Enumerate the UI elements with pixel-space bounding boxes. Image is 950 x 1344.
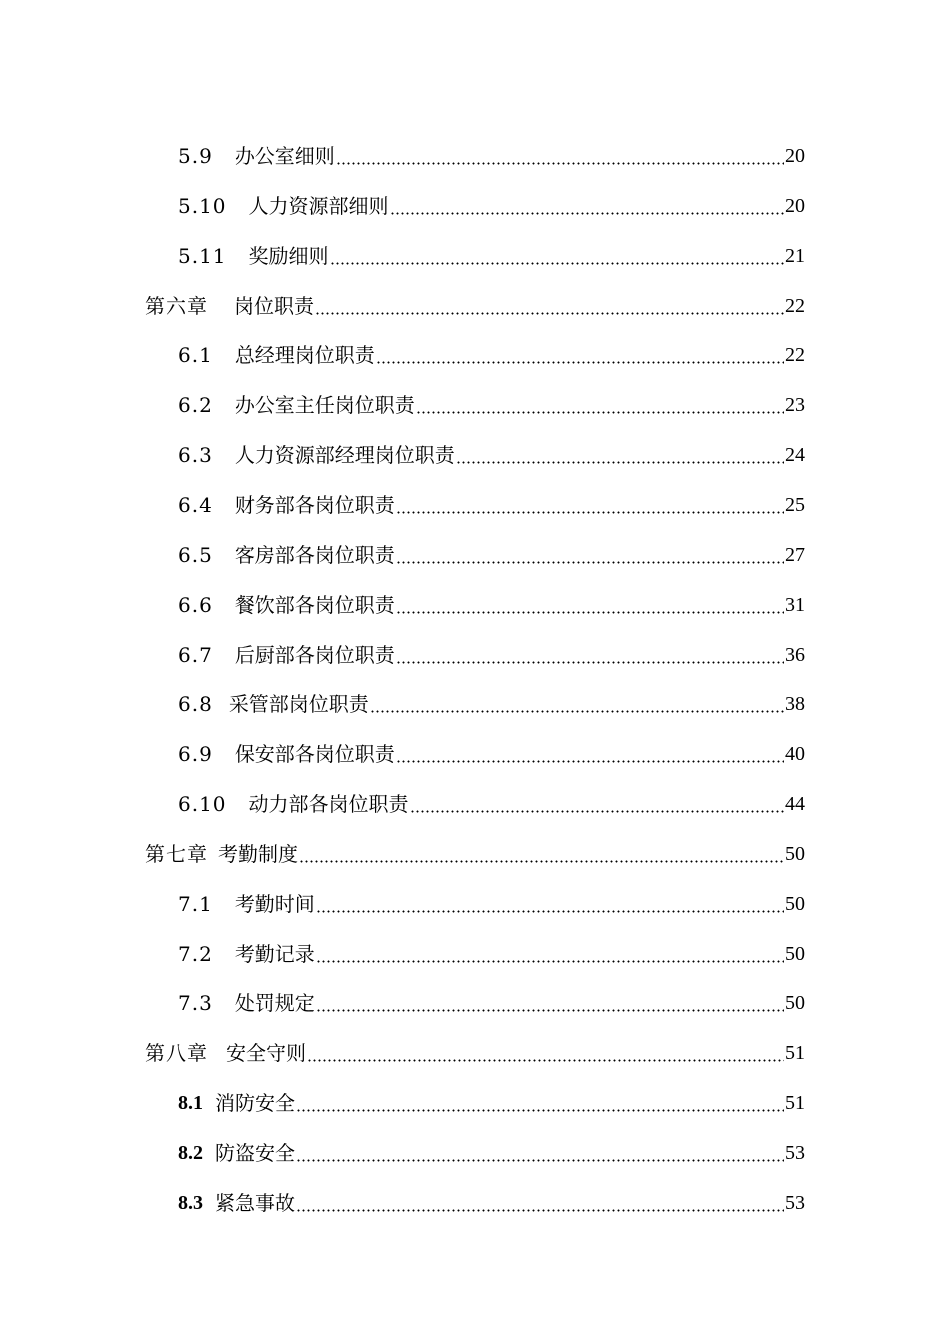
page-number: 27: [785, 543, 805, 566]
toc-section-entry[interactable]: [178, 128, 805, 168]
section-number: 7.3: [178, 991, 213, 1016]
dot-leader: [370, 692, 784, 716]
dot-leader: [396, 593, 784, 617]
toc-section-entry[interactable]: [178, 327, 805, 367]
toc-section-entry[interactable]: [178, 926, 805, 966]
page-number: 53: [785, 1191, 805, 1214]
section-number: 6.3: [178, 443, 213, 468]
dot-leader: [296, 1141, 784, 1165]
entry-title: 紧急事故: [215, 1190, 295, 1215]
section-number: 8.1: [178, 1092, 203, 1115]
dot-leader: [307, 1041, 784, 1065]
page-number: 50: [785, 992, 805, 1015]
page-number: 51: [785, 1042, 805, 1065]
section-number: 6.8: [178, 692, 213, 717]
page-number: 36: [785, 643, 805, 666]
dot-leader: [330, 244, 784, 268]
section-number: 6.4: [178, 492, 213, 517]
toc-section-entry[interactable]: [178, 178, 805, 218]
section-number: 6.9: [178, 742, 213, 767]
page-number: 50: [785, 942, 805, 965]
section-number: 6.6: [178, 592, 213, 617]
page-number: 20: [785, 194, 805, 217]
dot-leader: [396, 643, 784, 667]
section-number: 5.10: [178, 193, 227, 218]
page-number: 50: [785, 842, 805, 865]
page-number: 22: [785, 344, 805, 367]
dot-leader: [315, 294, 784, 318]
toc-chapter-entry[interactable]: [145, 1025, 805, 1065]
entry-title: 财务部各岗位职责: [234, 492, 395, 517]
page-number: 53: [785, 1142, 805, 1164]
section-number: 5.9: [178, 144, 213, 168]
toc-chapter-entry[interactable]: [145, 278, 805, 318]
entry-title: 防盗安全: [215, 1141, 295, 1165]
entry-title: 考勤时间: [234, 891, 315, 916]
entry-title: 总经理岗位职责: [234, 343, 375, 368]
entry-title: 动力部各岗位职责: [248, 792, 409, 817]
entry-title: 采管部岗位职责: [228, 692, 369, 717]
entry-title: 客房部各岗位职责: [234, 542, 395, 567]
page-number: 22: [785, 294, 805, 317]
dot-leader: [376, 343, 784, 367]
section-number: 7.1: [178, 891, 213, 916]
page-number: 23: [785, 394, 805, 417]
toc-section-entry[interactable]: [178, 876, 805, 916]
entry-title: 奖励细则: [248, 243, 329, 268]
dot-leader: [336, 144, 784, 168]
dot-leader: [456, 443, 784, 467]
dot-leader: [316, 991, 784, 1015]
dot-leader: [299, 842, 784, 866]
dot-leader: [396, 742, 784, 766]
section-number: 8.2: [178, 1142, 203, 1164]
entry-title: 办公室细则: [234, 144, 335, 168]
entry-title: 办公室主任岗位职责: [234, 393, 415, 418]
entry-title: 消防安全: [215, 1091, 295, 1116]
section-number: 6.10: [178, 792, 227, 817]
toc-section-entry[interactable]: [178, 427, 805, 467]
chapter-number: 第七章: [145, 841, 208, 866]
toc-section-entry[interactable]: [178, 477, 805, 517]
page-number: 50: [785, 892, 805, 915]
entry-title: 保安部各岗位职责: [234, 742, 395, 767]
toc-section-entry[interactable]: [178, 776, 805, 816]
entry-title: 人力资源部经理岗位职责: [234, 443, 455, 468]
toc-section-entry[interactable]: [178, 527, 805, 567]
entry-title: 考勤制度: [218, 841, 298, 866]
page-number: 51: [785, 1092, 805, 1115]
section-number: 6.5: [178, 542, 213, 567]
entry-title: 岗位职责: [234, 293, 314, 318]
entry-title: 人力资源部细则: [248, 193, 389, 218]
page-number: 21: [785, 244, 805, 267]
page-number: 24: [785, 444, 805, 467]
section-number: 6.1: [178, 343, 213, 368]
dot-leader: [316, 942, 784, 966]
toc-section-entry[interactable]: [178, 228, 805, 268]
toc-section-entry[interactable]: [178, 975, 805, 1015]
entry-title: 处罚规定: [234, 991, 315, 1016]
dot-leader: [296, 1191, 784, 1215]
toc-section-entry[interactable]: [178, 577, 805, 617]
chapter-number: 第八章: [145, 1041, 208, 1066]
page-number: 31: [785, 593, 805, 616]
entry-title: 考勤记录: [234, 941, 315, 966]
dot-leader: [396, 543, 784, 567]
page-number: 20: [785, 145, 805, 167]
page-number: 44: [785, 793, 805, 816]
dot-leader: [390, 194, 784, 218]
section-number: 5.11: [178, 243, 227, 268]
chapter-number: 第六章: [145, 293, 208, 318]
dot-leader: [296, 1091, 784, 1115]
dot-leader: [410, 792, 784, 816]
section-number: 8.3: [178, 1191, 203, 1214]
toc-section-entry[interactable]: [178, 1175, 805, 1215]
toc-section-entry[interactable]: [178, 726, 805, 766]
entry-title: 餐饮部各岗位职责: [234, 592, 395, 617]
section-number: 6.2: [178, 393, 213, 418]
page-number: 40: [785, 743, 805, 766]
page-number: 25: [785, 493, 805, 516]
section-number: 6.7: [178, 642, 213, 667]
toc-section-entry[interactable]: [178, 1125, 805, 1165]
toc-section-entry[interactable]: [178, 627, 805, 667]
entry-title: 后厨部各岗位职责: [234, 642, 395, 667]
toc-section-entry[interactable]: [178, 1075, 805, 1115]
page-number: 38: [785, 693, 805, 716]
section-number: 7.2: [178, 941, 213, 966]
toc-chapter-entry[interactable]: [145, 826, 805, 866]
dot-leader: [316, 892, 784, 916]
dot-leader: [396, 493, 784, 517]
entry-title: 安全守则: [226, 1041, 306, 1066]
toc-section-entry[interactable]: [178, 676, 805, 716]
dot-leader: [416, 393, 784, 417]
toc-section-entry[interactable]: [178, 377, 805, 417]
